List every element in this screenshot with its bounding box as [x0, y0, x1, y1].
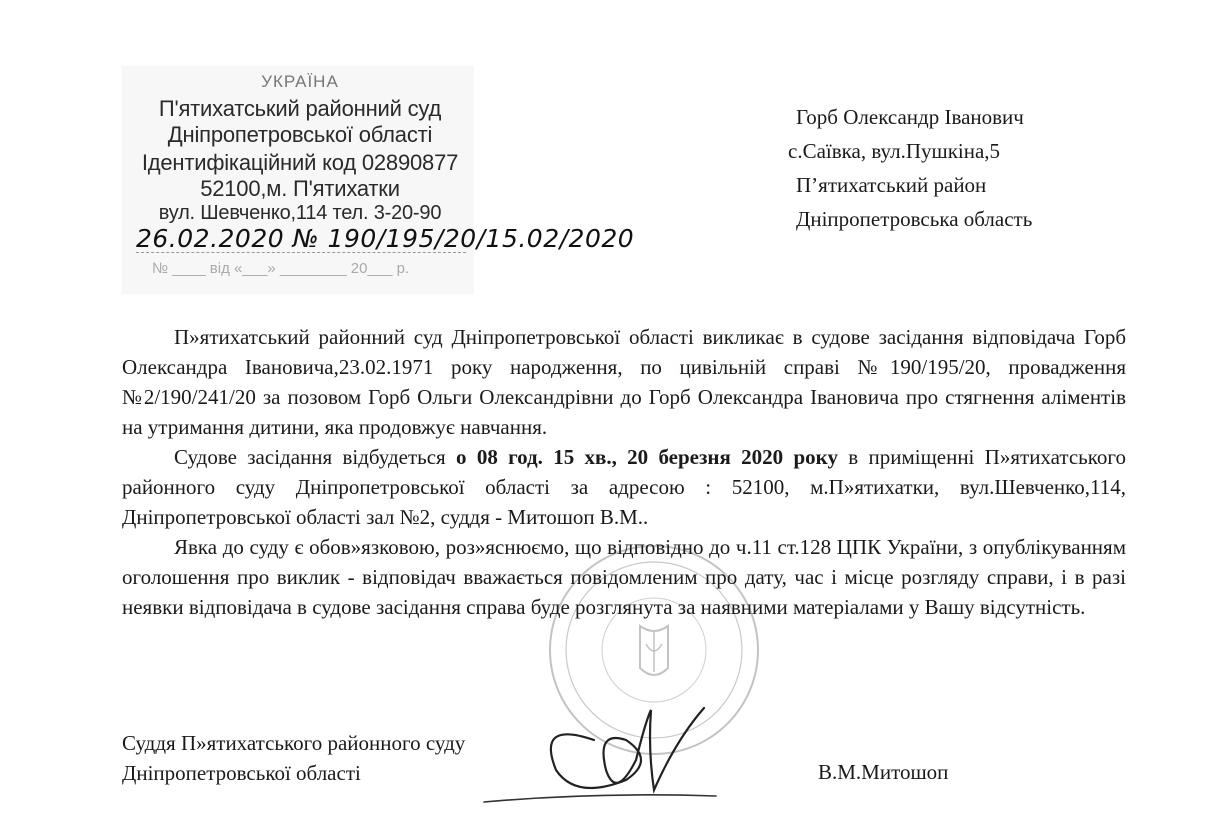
signer-name: В.М.Митошоп [818, 760, 949, 784]
hearing-intro: Судове засідання відбудеться [174, 445, 457, 469]
stamp-court-name: П'ятихатський районний суд [158, 96, 442, 121]
stamp-id-code: Ідентифікаційний код 02890877 [141, 150, 459, 175]
signer-title-line1: Суддя П»ятихатського районного суду [122, 731, 466, 755]
stamp-blank-line: № ____ від «___» ________ 20___ р. [152, 260, 410, 277]
signer-title [122, 728, 465, 788]
addressee-street: с.Саївка, вул.Пушкіна,5 [788, 139, 1001, 163]
stamp-handwritten-reference: 26.02.2020 № 190/195/20/15.02/2020 [136, 224, 635, 253]
court-registration-stamp [122, 66, 635, 294]
stamp-region: Дніпропетровської області [167, 122, 433, 147]
paragraph-summons: П»ятихатський районний суд Дніпропетровської області викликає в судове засідання відповідача Горб Олександра Івановича,23.02.1971 року народження, по цивільній справі №190/195/20, провадження №2/190/241/20 за позовом Горб Ольги Олександрівни до Горб Олександра Івановича про стягнення аліментів на утримання дитини, яка продовжує навчання. [122, 325, 1126, 439]
addressee-district: П’ятихатський район [796, 173, 987, 197]
stamp-address-city: 52100,м. П'ятихатки [200, 176, 400, 201]
paragraph-hearing [122, 442, 1126, 532]
hearing-location: в приміщенні П»ятихатського районного суду Дніпропетровської області за адресою : 52100, м.П»ятихатки, вул.Шевченко,114, Дніпропетровської області зал №2, суддя - Митошоп В.М.. [122, 445, 1126, 529]
stamp-country: УКРАЇНА [261, 72, 339, 91]
addressee-name: Горб Олександр Іванович [796, 105, 1024, 129]
paragraph-attendance: Явка до суду є обов»язковою, роз»яснюємо, що відповідно до ч.11 ст.128 ЦПК України, з опублікуванням оголошення про виклик - відповідач вважається повідомленим про дату, час і місце розгляду справи, і в разі неявки відповідача в судове засідання справа буде розглянута за наявними матеріалами у Вашу відсутність. [122, 535, 1126, 619]
stamp-date-underline [136, 252, 466, 253]
hearing-datetime: о 08 год. 15 хв., 20 березня 2020 року [456, 445, 838, 469]
addressee-region: Дніпропетровська область [796, 207, 1033, 231]
handwritten-signature-icon [476, 680, 776, 810]
stamp-address-street: вул. Шевченко,114 тел. 3-20-90 [158, 202, 442, 224]
summons-body [122, 322, 1126, 622]
signer-title-line2: Дніпропетровської області [122, 761, 361, 785]
